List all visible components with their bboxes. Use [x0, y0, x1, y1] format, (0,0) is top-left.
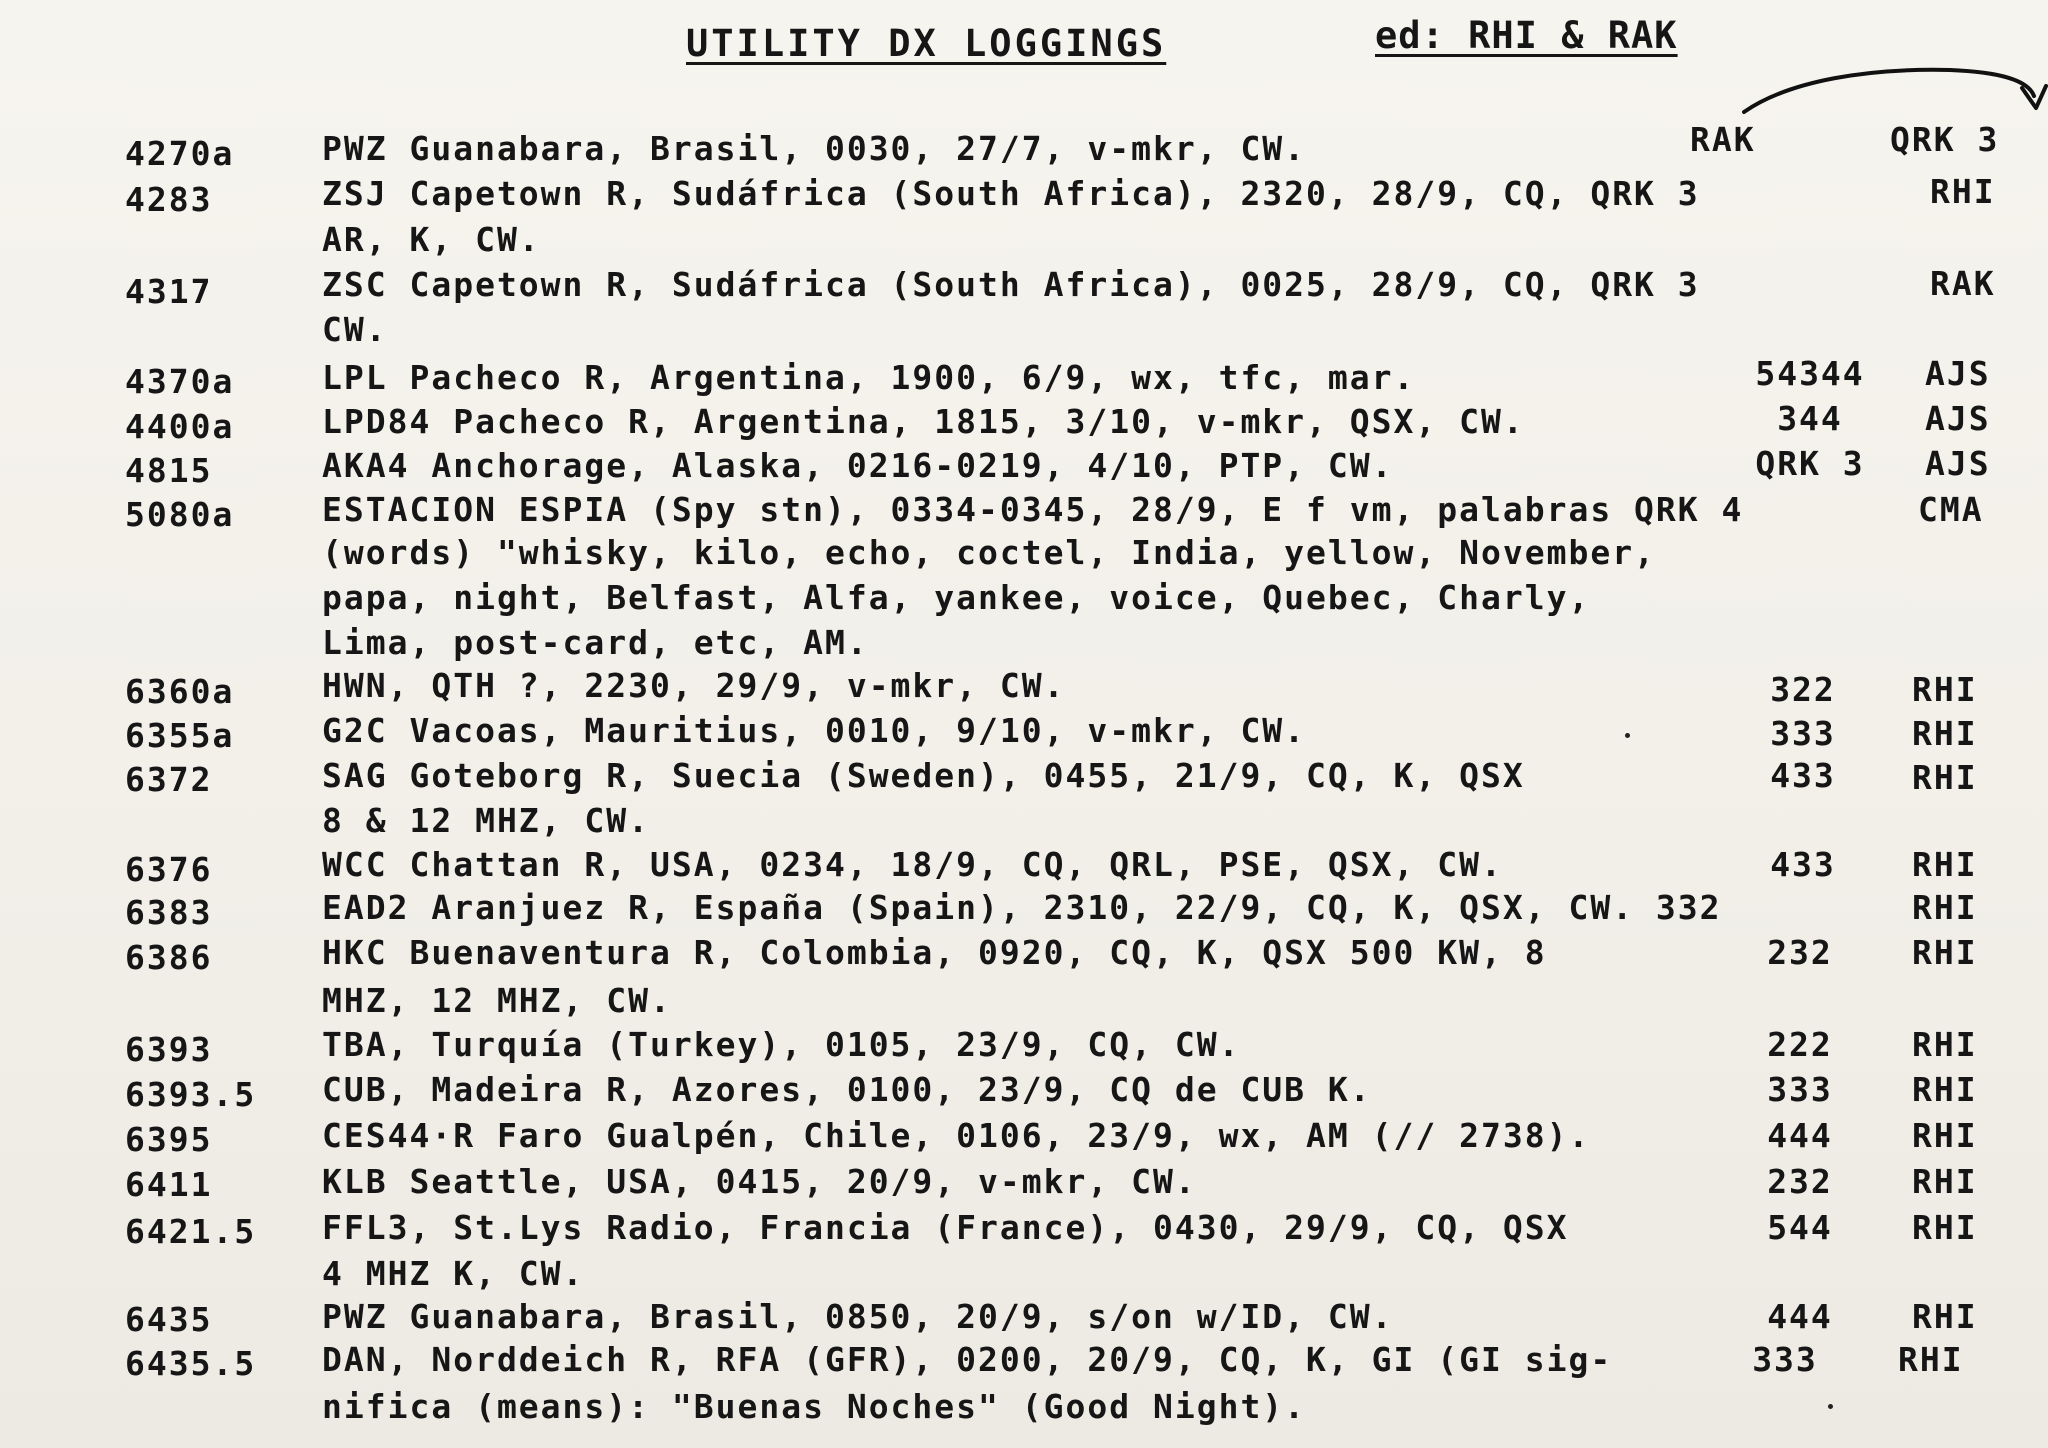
log-entry-text: LPD84 Pacheco R, Argentina, 1815, 3/10, v-mkr, QSX, CW.	[322, 402, 1525, 441]
log-reporter: AJS	[1925, 354, 1991, 393]
log-frequency: 4370a	[125, 362, 235, 401]
log-frequency: 6393.5	[125, 1075, 257, 1114]
log-entry-text: CUB, Madeira R, Azores, 0100, 23/9, CQ de CUB K.	[322, 1070, 1372, 1109]
log-signal: 544	[1767, 1208, 1833, 1247]
log-frequency: 4400a	[125, 407, 235, 446]
log-reporter: RAK	[1930, 264, 1996, 303]
log-reporter: AJS	[1925, 399, 1991, 438]
log-reporter: RHI	[1912, 933, 1978, 972]
log-reporter: RHI	[1912, 758, 1978, 797]
log-entry-text: EAD2 Aranjuez R, España (Spain), 2310, 22/9, CQ, K, QSX, CW. 332	[322, 888, 1722, 927]
log-entry-continuation: AR, K, CW.	[322, 220, 541, 259]
log-entry-text: PWZ Guanabara, Brasil, 0030, 27/7, v-mkr, CW.	[322, 129, 1307, 168]
log-signal: 54344	[1755, 354, 1865, 393]
log-signal: 433	[1770, 756, 1836, 795]
log-signal: QRK 3	[1755, 444, 1865, 483]
log-entry-text: WCC Chattan R, USA, 0234, 18/9, CQ, QRL, PSE, QSX, CW.	[322, 845, 1503, 884]
log-entry-continuation: papa, night, Belfast, Alfa, yankee, voice, Quebec, Charly,	[322, 578, 1591, 617]
log-entry-text: SAG Goteborg R, Suecia (Sweden), 0455, 21/9, CQ, K, QSX	[322, 756, 1525, 795]
log-signal: 433	[1770, 845, 1836, 884]
log-reporter: CMA	[1918, 490, 1984, 529]
log-frequency: 4317	[125, 272, 213, 311]
log-signal: 333	[1767, 1070, 1833, 1109]
top-note-qrk: QRK 3	[1890, 120, 2000, 159]
log-entry-text: G2C Vacoas, Mauritius, 0010, 9/10, v-mkr, CW.	[322, 711, 1307, 750]
log-reporter: RHI	[1898, 1340, 1964, 1379]
stray-mark	[1828, 1404, 1833, 1409]
log-entry-text: AKA4 Anchorage, Alaska, 0216-0219, 4/10, PTP, CW.	[322, 446, 1394, 485]
stray-mark	[1625, 733, 1630, 738]
log-signal: 444	[1767, 1116, 1833, 1155]
log-frequency: 6372	[125, 760, 213, 799]
log-frequency: 5080a	[125, 495, 235, 534]
log-frequency: 6435	[125, 1300, 213, 1339]
log-entry-text: KLB Seattle, USA, 0415, 20/9, v-mkr, CW.	[322, 1162, 1197, 1201]
log-signal: 222	[1767, 1025, 1833, 1064]
log-frequency: 6421.5	[125, 1212, 257, 1251]
log-entry-continuation: nifica (means): "Buenas Noches" (Good Night).	[322, 1387, 1307, 1426]
log-frequency: 4815	[125, 451, 213, 490]
log-reporter: RHI	[1912, 714, 1978, 753]
log-entry-continuation: Lima, post-card, etc, AM.	[322, 623, 869, 662]
top-note-rak: RAK	[1690, 120, 1756, 159]
log-frequency: 6395	[125, 1120, 213, 1159]
log-entry-text: CES44·R Faro Gualpén, Chile, 0106, 23/9, wx, AM (// 2738).	[322, 1116, 1591, 1155]
log-reporter: RHI	[1912, 670, 1978, 709]
log-frequency: 6435.5	[125, 1344, 257, 1383]
log-entry-continuation: 8 & 12 MHZ, CW.	[322, 801, 651, 840]
log-frequency: 6411	[125, 1165, 213, 1204]
log-reporter: RHI	[1930, 172, 1996, 211]
log-signal: 333	[1752, 1340, 1818, 1379]
log-reporter: RHI	[1912, 1116, 1978, 1155]
log-frequency: 4283	[125, 180, 213, 219]
log-entry-text: HWN, QTH ?, 2230, 29/9, v-mkr, CW.	[322, 666, 1066, 705]
log-frequency: 6383	[125, 893, 213, 932]
log-entry-text: TBA, Turquía (Turkey), 0105, 23/9, CQ, CW.	[322, 1025, 1241, 1064]
log-frequency: 6355a	[125, 716, 235, 755]
log-reporter: RHI	[1912, 1025, 1978, 1064]
log-entry-continuation: 4 MHZ K, CW.	[322, 1254, 585, 1293]
log-signal: 232	[1767, 1162, 1833, 1201]
log-frequency: 4270a	[125, 134, 235, 173]
log-reporter: RHI	[1912, 1208, 1978, 1247]
log-signal: 232	[1767, 933, 1833, 972]
log-entry-continuation: CW.	[322, 310, 388, 349]
log-entry-continuation: (words) "whisky, kilo, echo, coctel, India, yellow, November,	[322, 533, 1656, 572]
log-entry-text: PWZ Guanabara, Brasil, 0850, 20/9, s/on w/ID, CW.	[322, 1297, 1394, 1336]
log-reporter: AJS	[1925, 444, 1991, 483]
log-reporter: RHI	[1912, 1297, 1978, 1336]
editors-line: ed: RHI & RAK	[1375, 14, 1678, 57]
log-frequency: 6360a	[125, 672, 235, 711]
log-entry-text: LPL Pacheco R, Argentina, 1900, 6/9, wx, tfc, mar.	[322, 358, 1416, 397]
log-reporter: RHI	[1912, 888, 1978, 927]
log-frequency: 6393	[125, 1030, 213, 1069]
log-frequency: 6386	[125, 938, 213, 977]
log-signal: 444	[1767, 1297, 1833, 1336]
log-entry-continuation: MHZ, 12 MHZ, CW.	[322, 981, 672, 1020]
page-title: UTILITY DX LOGGINGS	[686, 22, 1167, 65]
log-reporter: RHI	[1912, 1070, 1978, 1109]
log-entry-text: ESTACION ESPIA (Spy stn), 0334-0345, 28/9, E f vm, palabras QRK 4	[322, 490, 1744, 529]
log-frequency: 6376	[125, 850, 213, 889]
log-entry-text: HKC Buenaventura R, Colombia, 0920, CQ, K, QSX 500 KW, 8	[322, 933, 1547, 972]
log-signal: 333	[1770, 714, 1836, 753]
log-reporter: RHI	[1912, 845, 1978, 884]
log-reporter: RHI	[1912, 1162, 1978, 1201]
log-entry-text: DAN, Norddeich R, RFA (GFR), 0200, 20/9, CQ, K, GI (GI sig-	[322, 1340, 1613, 1379]
log-entry-text: FFL3, St.Lys Radio, Francia (France), 0430, 29/9, CQ, QSX	[322, 1208, 1569, 1247]
log-signal: 322	[1770, 670, 1836, 709]
log-entry-text: ZSC Capetown R, Sudáfrica (South Africa), 0025, 28/9, CQ, QRK 3	[322, 265, 1700, 304]
curved-arrow-icon	[1730, 60, 2048, 140]
log-signal: 344	[1777, 399, 1843, 438]
log-entry-text: ZSJ Capetown R, Sudáfrica (South Africa), 2320, 28/9, CQ, QRK 3	[322, 174, 1700, 213]
